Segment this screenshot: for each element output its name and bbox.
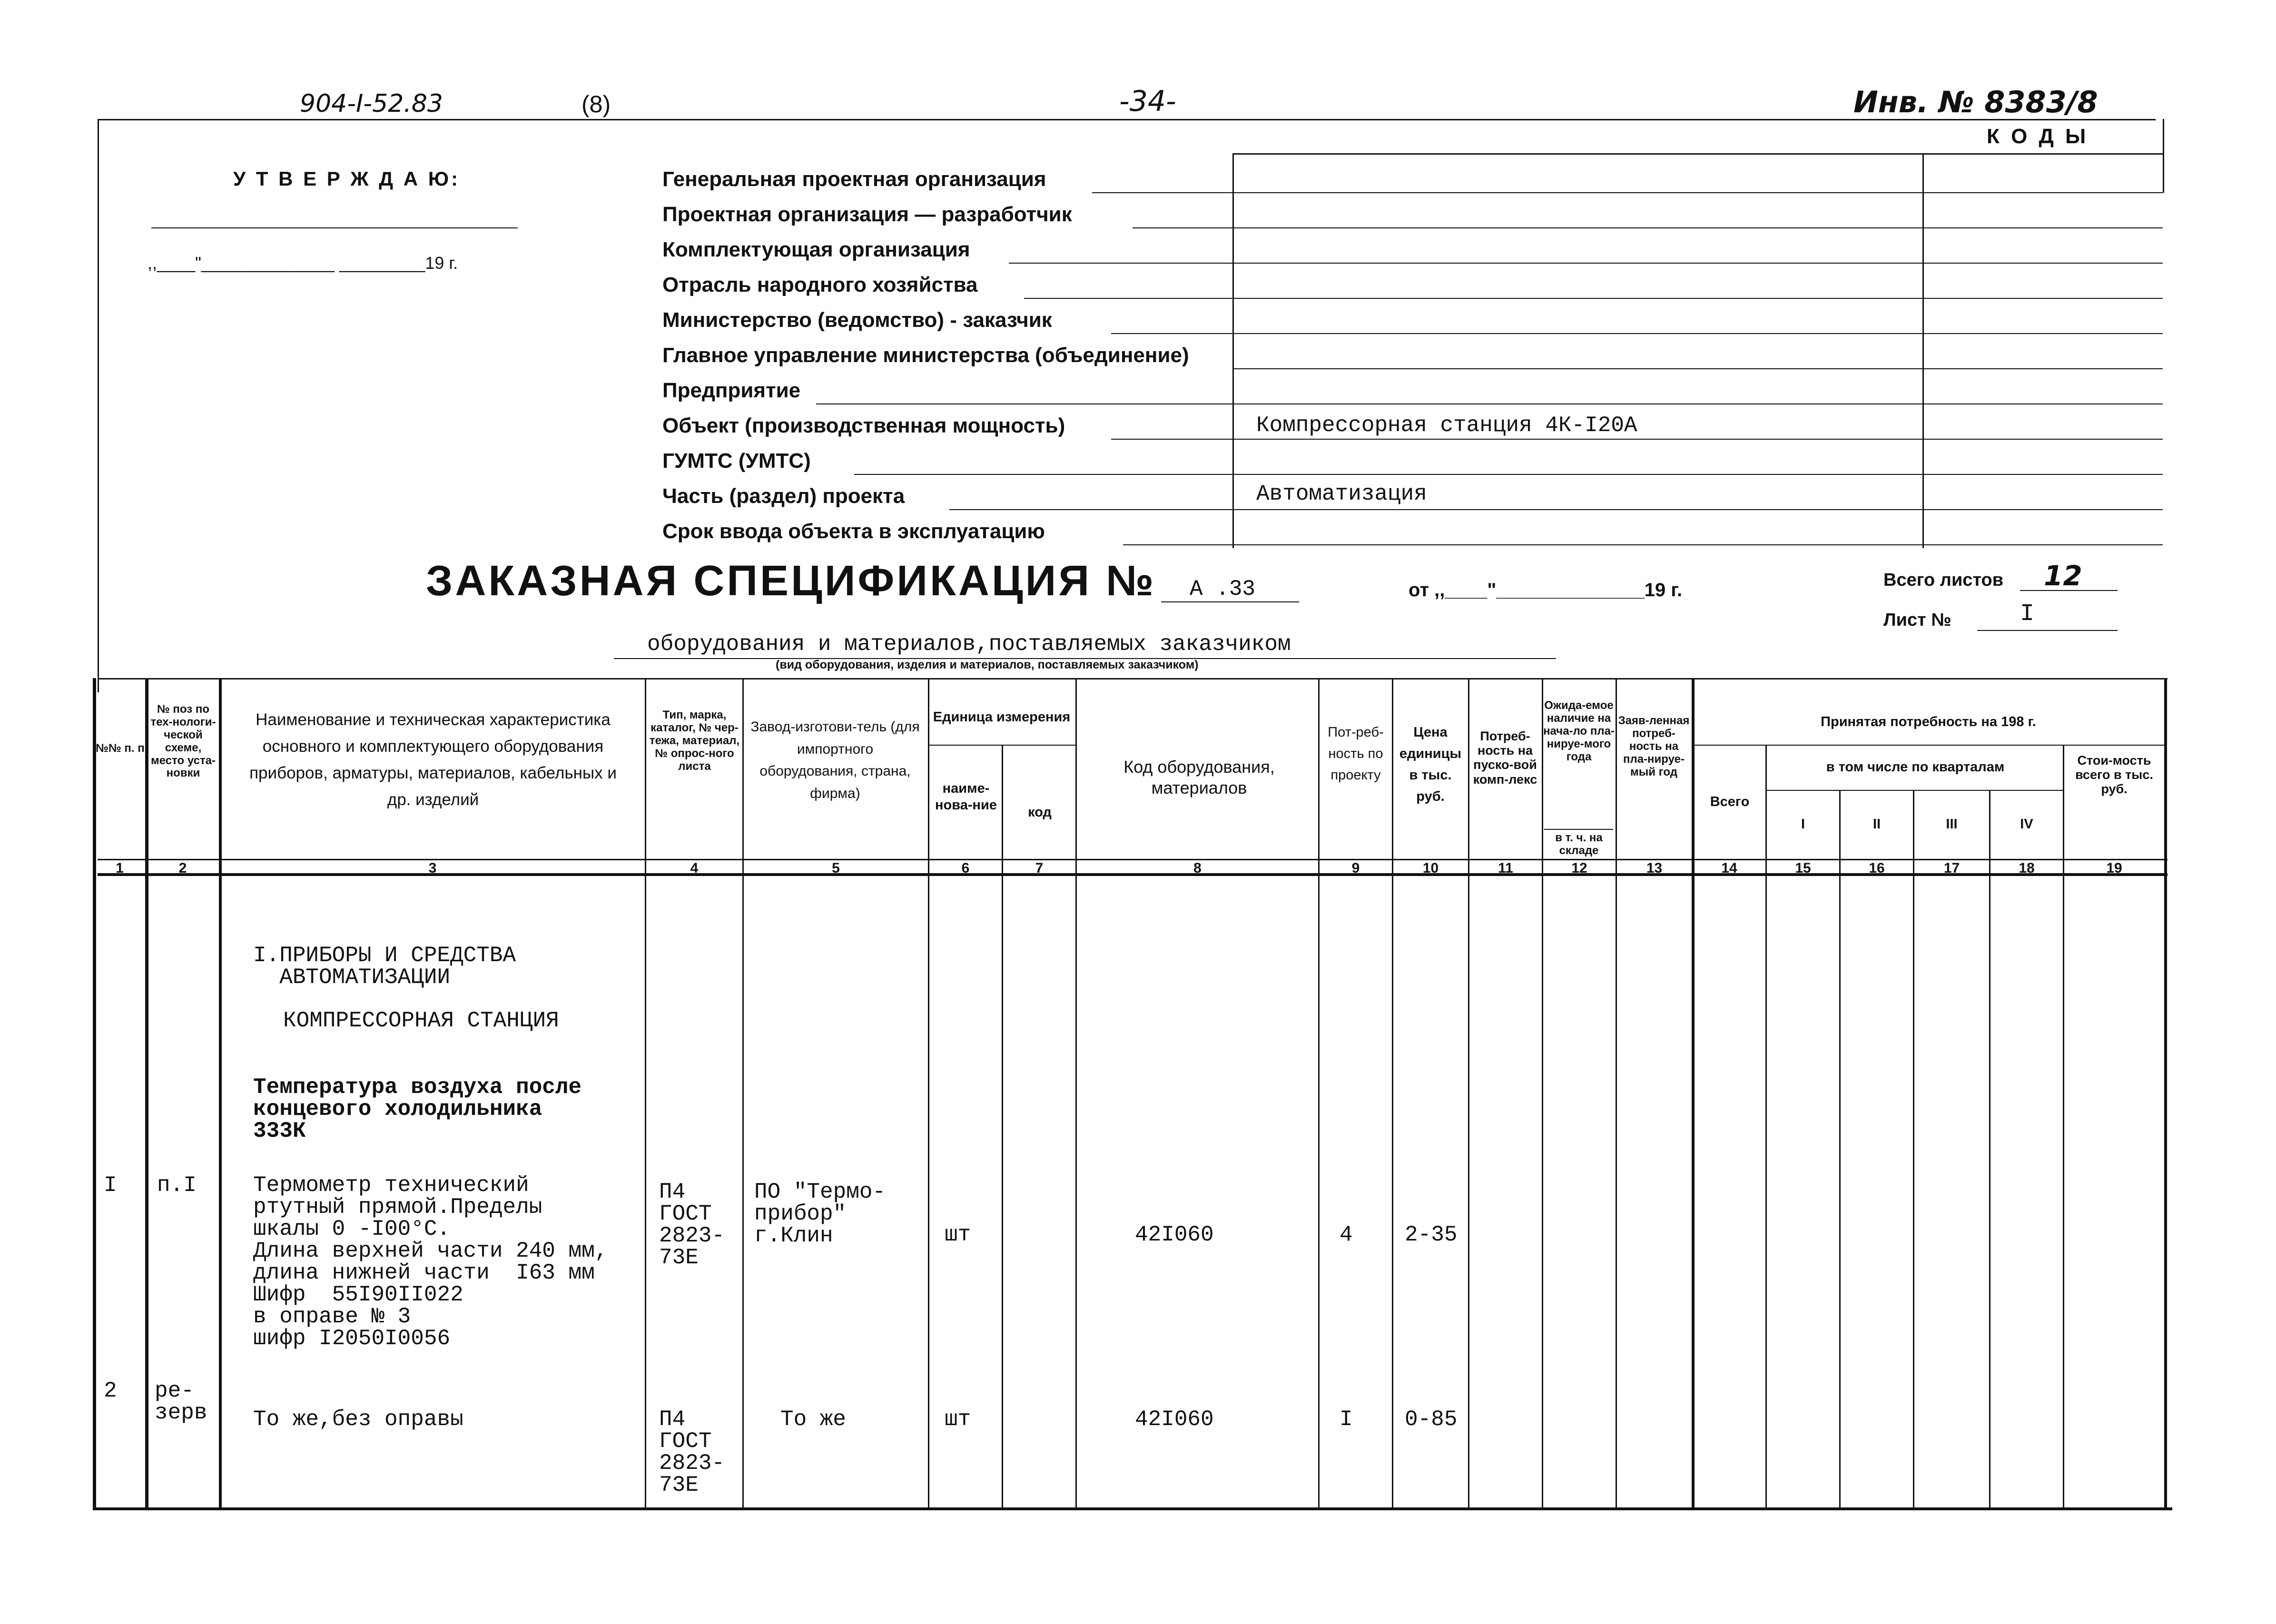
header-q1: I — [1801, 817, 1805, 832]
header-q4: IV — [2020, 817, 2033, 832]
column-number: 9 — [1351, 860, 1360, 876]
table-top-rule — [98, 678, 2168, 679]
col-line — [928, 678, 929, 1508]
sheet-underline — [1977, 630, 2118, 631]
org-label-designer: Проектная организация — разработчик — [662, 203, 1072, 226]
col-line — [93, 678, 96, 1508]
codes-label: К О Д Ы — [1987, 125, 2089, 148]
total-sheets-value: 12 — [2044, 560, 2082, 592]
column-number: 2 — [178, 860, 187, 876]
org-label-general: Генеральная проектная организация — [662, 167, 1046, 191]
header-unit-name: наиме-нова-ние — [935, 781, 997, 813]
row-quantity: I — [1340, 1407, 1353, 1432]
group-title: Температура воздуха после концевого холодильника 333К — [253, 1075, 582, 1143]
col-line — [1839, 790, 1841, 1508]
row-type: П4 ГОСТ 2823- 73Е — [659, 1180, 725, 1270]
col-line — [2164, 678, 2167, 1508]
col-line — [1392, 678, 1393, 1508]
column-number: 15 — [1795, 860, 1811, 876]
row-position: ре- зерв — [155, 1378, 207, 1425]
col-line — [1002, 745, 1003, 1508]
spec-date: от ,,____"______________19 г. — [1409, 580, 1683, 600]
header-q2: II — [1872, 817, 1881, 832]
header-accepted-need: Принятая потребность на 198 г. — [1821, 714, 2036, 729]
row-equipment-code: 42I060 — [1135, 1222, 1214, 1247]
col-line — [1913, 790, 1914, 1508]
header-total: Всего — [1710, 794, 1750, 809]
row-price: 2-35 — [1405, 1222, 1458, 1247]
column-number: 18 — [2019, 860, 2035, 876]
header-declared-need: Заяв-ленная потреб-ность на пла-нируе-мый год — [1618, 714, 1690, 778]
column-number: 1 — [116, 860, 124, 876]
row-equipment-code: 42I060 — [1135, 1407, 1214, 1432]
org-line — [1123, 544, 2163, 545]
column-number: 13 — [1646, 860, 1663, 876]
col-line — [219, 678, 222, 1508]
row-name: Термометр технический ртутный прямой.Пределы шкалы 0 -I00°С. Длина верхней части 240 мм, длина нижней части I63 мм Шифр 55I90II022 в оправе № 3 шифр I2050I0056 — [253, 1173, 608, 1351]
sheet-label: Лист № — [1883, 610, 1951, 630]
org-label-project-part: Часть (раздел) проекта — [662, 484, 905, 508]
col-line — [1075, 678, 1077, 1508]
column-number: 6 — [961, 860, 970, 876]
header-total-cost: Стои-мость всего в тыс. руб. — [2075, 753, 2153, 797]
org-line — [1092, 192, 2163, 193]
object-value: Компрессорная станция 4К-I20А — [1256, 413, 1637, 438]
approval-title: У Т В Е Р Ж Д А Ю: — [233, 167, 461, 190]
left-border-top — [98, 119, 99, 692]
inventory-number: Инв. № 8383/8 — [1853, 85, 2098, 119]
org-line — [854, 474, 2163, 475]
row-unit: шт — [945, 1407, 971, 1432]
approval-signature-line — [151, 227, 518, 228]
approval-date-line: ,,____"______________ _________19 г. — [148, 253, 458, 273]
column-number: 10 — [1422, 860, 1439, 876]
unit-group-rule — [928, 745, 1075, 746]
codes-left-border — [1232, 153, 1234, 548]
document-code: 904-I-52.83 — [300, 89, 443, 118]
right-border-top — [2163, 119, 2164, 193]
spec-subtitle: оборудования и материалов,поставляемых заказчиком — [647, 632, 1291, 657]
project-part-value: Автоматизация — [1256, 482, 1427, 506]
col-line — [1989, 790, 1990, 1508]
header-project-need: Пот-реб-ность по проекту — [1328, 725, 1384, 783]
header-row-number: №№ п. п — [96, 742, 145, 755]
page-number: -34- — [1119, 85, 1176, 118]
header-equipment-code: Код оборудования, материалов — [1123, 757, 1275, 797]
total-sheets-label: Всего листов — [1883, 570, 2004, 590]
row-price: 0-85 — [1405, 1407, 1458, 1432]
row-manufacturer: То же — [780, 1407, 847, 1432]
org-line — [1111, 333, 2163, 334]
header-quarters: в том числе по кварталам — [1826, 759, 2005, 775]
header-type: Тип, марка, каталог, № чер-тежа, материал, № опрос-ного листа — [649, 709, 740, 773]
header-unit-price: Цена единицы в тыс. руб. — [1399, 725, 1462, 804]
header-manufacturer: Завод-изготови-тель (для импортного оборудования, страна, фирма) — [750, 719, 920, 801]
row-manufacturer: ПО "Термо- прибор" г.Клин — [754, 1180, 886, 1248]
header-startup-need: Потреб-ность на пуско-вой комп-лекс — [1473, 729, 1537, 787]
row-number: 2 — [104, 1378, 117, 1403]
spec-subtitle-note: (вид оборудования, изделия и материалов, поставляемых заказчиком) — [776, 658, 1199, 671]
org-label-supplier: Комплектующая организация — [662, 238, 970, 261]
col-line — [742, 678, 744, 1508]
top-rule — [98, 119, 2156, 120]
org-line — [1111, 439, 2163, 440]
spec-number: А .33 — [1190, 577, 1256, 601]
col-line — [1616, 678, 1617, 1508]
column-number: 12 — [1571, 860, 1587, 876]
row-type: П4 ГОСТ 2823- 73Е — [659, 1407, 725, 1497]
col-line — [2063, 745, 2064, 1508]
column-number: 5 — [832, 860, 840, 876]
codes-header-rule — [1232, 153, 2163, 155]
org-label-industry: Отрасль народного хозяйства — [662, 273, 978, 296]
org-line — [1232, 368, 2163, 369]
column-number: 7 — [1035, 860, 1044, 876]
table-bottom-rule — [93, 1507, 2172, 1510]
row-name: То же,без оправы — [253, 1407, 463, 1432]
header-unit-group: Единица измерения — [933, 709, 1071, 725]
section-heading: I.ПРИБОРЫ И СРЕДСТВА АВТОМАТИЗАЦИИ — [253, 943, 516, 990]
org-line — [1009, 263, 2163, 264]
column-number: 14 — [1721, 860, 1737, 876]
row-number: I — [104, 1173, 117, 1198]
column-number: 4 — [690, 860, 699, 876]
org-label-commissioning: Срок ввода объекта в эксплуатацию — [662, 520, 1045, 543]
col-line — [1765, 745, 1767, 1508]
org-line — [1133, 227, 2163, 228]
header-unit-code: код — [1028, 805, 1052, 820]
subsection-heading: КОМПРЕССОРНАЯ СТАНЦИЯ — [283, 1008, 559, 1033]
org-label-gumts: ГУМТС (УМТС) — [662, 449, 811, 472]
header-q3: III — [1946, 817, 1958, 832]
col-line — [1318, 678, 1320, 1508]
col-line — [1542, 678, 1543, 1508]
org-line — [949, 509, 2163, 510]
spec-title: ЗАКАЗНАЯ СПЕЦИФИКАЦИЯ № — [426, 557, 1156, 605]
row-quantity: 4 — [1340, 1222, 1353, 1247]
column-number: 11 — [1498, 860, 1513, 876]
sheet-marker: (8) — [581, 91, 611, 118]
org-line — [1024, 298, 2163, 299]
org-label-enterprise: Предприятие — [662, 379, 801, 402]
spec-number-underline — [1161, 601, 1299, 602]
row-position: п.I — [157, 1173, 197, 1198]
header-position: № поз по тех-нологи-ческой схеме, место уста-новки — [150, 703, 216, 780]
total-sheets-underline — [2020, 590, 2118, 591]
column-number: 17 — [1943, 860, 1960, 876]
column-number: 16 — [1869, 860, 1885, 876]
org-label-object: Объект (производственная мощность) — [662, 414, 1065, 437]
col-line — [1468, 678, 1469, 1508]
accepted-group-rule — [1692, 745, 2164, 746]
column-number: 8 — [1193, 860, 1202, 876]
header-expected-stock: Ожида-емое наличие на нача-ло пла-нируе-мого года — [1543, 699, 1615, 763]
org-label-main-directorate: Главное управление министерства (объединение) — [662, 344, 1189, 367]
header-name: Наименование и техническая характеристика основного и комплектующего оборудования приборов, арматуры, материалов, кабельных и др. изделий — [249, 710, 617, 809]
column-number: 19 — [2106, 860, 2122, 876]
column-number: 3 — [428, 860, 437, 876]
stock-sub-rule — [1544, 829, 1613, 830]
row-unit: шт — [945, 1222, 971, 1247]
org-label-ministry: Министерство (ведомство) - заказчик — [662, 308, 1052, 332]
header-in-stock: в т. ч. на складе — [1555, 831, 1603, 857]
col-line — [645, 678, 646, 1508]
col-line — [145, 678, 148, 1508]
quarters-group-rule — [1765, 790, 2063, 791]
codes-middle-border — [1922, 153, 1924, 548]
sheet-value: I — [2020, 600, 2035, 628]
